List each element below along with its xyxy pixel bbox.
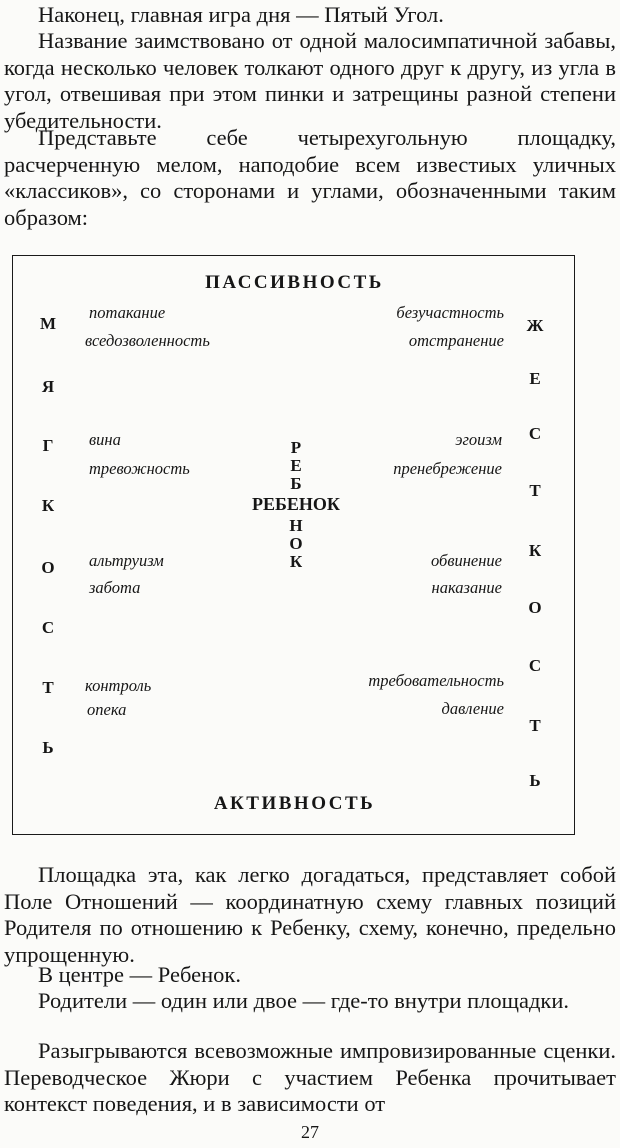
center-vertical-letter: Б bbox=[290, 474, 302, 493]
left-letter: К bbox=[41, 496, 55, 515]
label-mid-right-lower-1: обвинение bbox=[430, 551, 502, 570]
right-letter: К bbox=[528, 541, 542, 560]
label-mid-left-lower-2: забота bbox=[89, 578, 141, 597]
right-letter: О bbox=[528, 598, 542, 617]
right-letter: Т bbox=[529, 481, 541, 500]
label-top-left-2: вседозволенность bbox=[85, 331, 210, 350]
left-letter: О bbox=[41, 558, 55, 577]
right-letter: С bbox=[528, 656, 542, 675]
label-mid-right-upper-1: эгоизм bbox=[455, 430, 502, 449]
center-word-child: РЕБЕНОК bbox=[252, 494, 340, 514]
label-mid-right-upper-2: пренебрежение bbox=[393, 459, 502, 478]
label-mid-left-upper-2: тревожность bbox=[89, 459, 190, 478]
diagram-top-label: ПАССИВНОСТЬ bbox=[205, 272, 384, 293]
right-letter: С bbox=[528, 424, 542, 443]
left-letter: Я bbox=[41, 377, 55, 396]
center-vertical-letter: О bbox=[289, 534, 303, 553]
center-vertical-letter: Е bbox=[290, 456, 302, 475]
label-bottom-right-1: требовательность bbox=[368, 671, 504, 690]
outro-paragraph-4: Разыгрываются всевозможные импровизированные сценки. Переводческое Жюри с участием Ребенка прочитывает контекст поведения, и в зависимости от bbox=[4, 1038, 616, 1116]
left-letter: М bbox=[39, 314, 57, 333]
right-letter: Ь bbox=[529, 771, 541, 790]
label-top-right-1: безучастность bbox=[396, 303, 504, 322]
label-bottom-left-2: опека bbox=[87, 700, 127, 719]
right-letter: Ж bbox=[526, 316, 544, 335]
page-number: 27 bbox=[301, 1122, 319, 1142]
label-bottom-right-2: давление bbox=[441, 699, 504, 718]
left-letter: Т bbox=[42, 678, 54, 697]
label-top-right-2: отстранение bbox=[408, 331, 504, 350]
intro-paragraph-3: Представьте себе четырехугольную площадку, расчерченную мелом, наподобие всем известиых уличных «классиков», со сторонами и углами, обозначенными таким образом: bbox=[4, 125, 616, 230]
left-letter: Ь bbox=[42, 738, 54, 757]
label-mid-left-lower-1: альтруизм bbox=[89, 551, 164, 570]
outro-paragraph-3: Родители — один или двое — где-то внутри площадки. bbox=[38, 988, 570, 1013]
outro-paragraph-2: В центре — Ребенок. bbox=[38, 962, 241, 987]
left-letter: Г bbox=[42, 436, 54, 455]
intro-paragraph-1: Наконец, главная игра дня — Пятый Угол. bbox=[38, 2, 444, 27]
relations-field-diagram bbox=[12, 255, 575, 835]
center-vertical-letter: Н bbox=[289, 516, 303, 535]
diagram-bottom-label: АКТИВНОСТЬ bbox=[213, 793, 376, 814]
outro-paragraph-1: Площадка эта, как легко догадаться, представляет собой Поле Отношений — координатную схему главных позиций Родителя по отношению к Ребенку, схему, конечно, предельно упрощенную. bbox=[4, 862, 616, 967]
label-top-left-1: потакание bbox=[89, 303, 166, 322]
intro-paragraph-2: Название заимствовано от одной малосимпатичной забавы, когда несколько человек толкают одного друг к другу, из угла в угол, отвешивая при этом пинки и затрещины разной степени убедительности. bbox=[4, 28, 616, 133]
right-letter: Е bbox=[529, 369, 541, 388]
center-vertical-letter: Р bbox=[290, 438, 302, 457]
label-mid-right-lower-2: наказание bbox=[431, 578, 502, 597]
label-bottom-left-1: контроль bbox=[85, 676, 152, 695]
right-letter: Т bbox=[529, 716, 541, 735]
left-letter: С bbox=[41, 618, 55, 637]
label-mid-left-upper-1: вина bbox=[89, 430, 121, 449]
center-vertical-letter: К bbox=[289, 552, 303, 571]
